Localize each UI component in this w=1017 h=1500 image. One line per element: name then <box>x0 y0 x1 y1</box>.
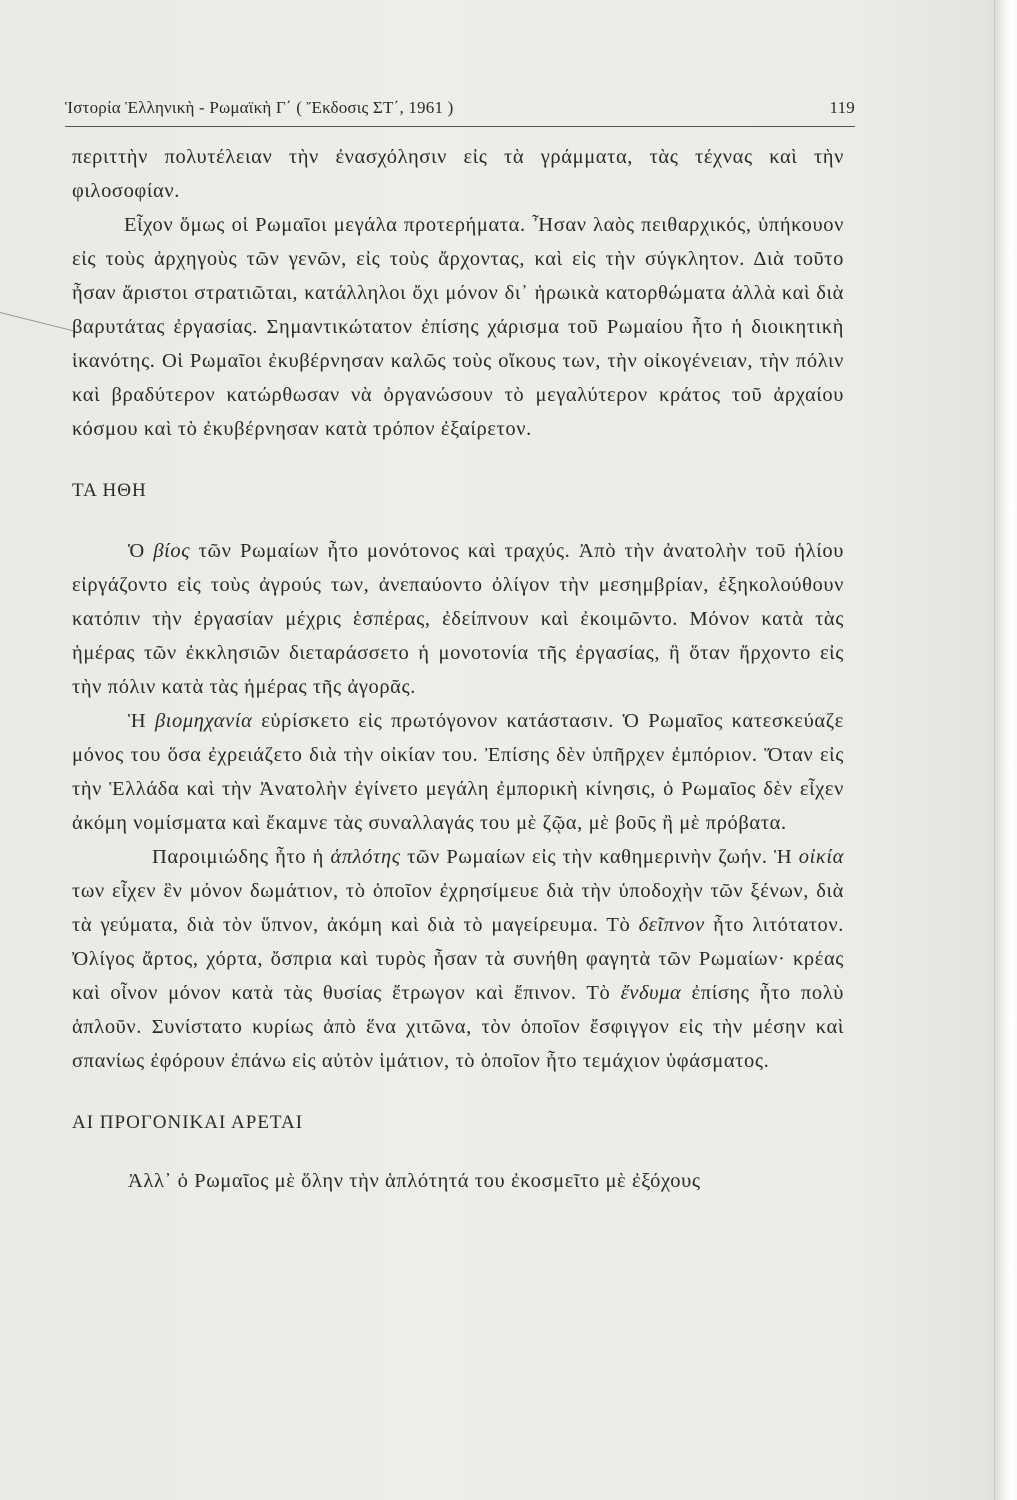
margin-pencil-mark <box>0 312 78 332</box>
p3-emphasis-bios: βίος <box>153 540 191 562</box>
paragraph-5 <box>72 840 844 1078</box>
header-title: Ἱστορία Ἑλληνικὴ - Ρωμαϊκὴ Γ΄ ( Ἔκδοσις ΣΤ΄, 1961 ) <box>65 98 454 117</box>
p4-emphasis-viomichania: βιομηχανία <box>154 710 253 732</box>
p5-text-d: ἦτο λιτότατον. Ὀλίγος ἄρτος, χόρτα, ὄσπρια καὶ τυρὸς ἦσαν τὰ συνήθη φαγητὰ τῶν Ρωμαίων· κρέας καὶ οἶνον μόνον κατὰ τὰς θυσίας ἔτρωγον καὶ ἔπινον. Τὸ <box>72 914 844 1004</box>
p5-text-e: ἐπίσης ἦτο πολὺ ἁπλοῦν. Συνίστατο κυρίως ἀπὸ ἕνα χιτῶνα, τὸν ὁποῖον ἔσφιγγον εἰς τὴν μέσην καὶ σπανίως ἐφόρουν ἐπάνω εἰς αὐτὸν ἱμάτιον, τὸ ὁποῖον ἦτο τεμάχιον ὑφάσματος. <box>72 982 844 1072</box>
p5-text-c: των εἶχεν ἓν μόνον δωμάτιον, τὸ ὁποῖον ἐχρησίμευε διὰ τὴν ὑποδοχὴν τῶν ξένων, διὰ τὰ γεύματα, διὰ τὸν ὕπνον, ἀκόμη καὶ διὰ τὸ μαγείρευμα. Τὸ <box>72 880 844 936</box>
running-header <box>65 92 855 127</box>
p4-text-b: εὑρίσκετο εἰς πρωτόγονον κατάστασιν. Ὁ Ρωμαῖος κατεσκεύαζε μόνος του ὅσα ἐχρειάζετο διὰ τὴν οἰκίαν του. Ἐπίσης δὲν ὑπῆρχεν ἐμπόριον. Ὅταν εἰς τὴν Ἑλλάδα καὶ τὴν Ἀνατολὴν ἐγίνετο μεγάλη ἐμπορικὴ κίνησις, ὁ Ρωμαῖος δὲν εἶχεν ἀκόμη νομίσματα καὶ ἔκαμνε τὰς συναλλαγάς του μὲ ζῷα, μὲ βοῦς ἢ μὲ πρόβατα. <box>72 710 844 834</box>
paragraph-3 <box>72 534 844 704</box>
p5-emphasis-deipnon: δεῖπνον <box>638 914 705 936</box>
p4-text-a: Ἡ <box>128 710 155 732</box>
paragraph-4 <box>72 704 844 840</box>
page-edge <box>994 0 1017 1500</box>
p5-text-a: Παροιμιώδης ἦτο ἡ <box>152 846 331 868</box>
page-number: 119 <box>829 98 855 117</box>
paragraph-6: Ἀλλ᾿ ὁ Ρωμαῖος μὲ ὅλην τὴν ἁπλότητά του ἐκοσμεῖτο μὲ ἐξόχους <box>128 1170 701 1192</box>
p5-emphasis-endyma: ἔνδυμα <box>620 982 682 1004</box>
p3-text-a: Ὁ <box>128 540 154 562</box>
section-heading-progonikai-aretai: ΑΙ ΠΡΟΓΟΝΙΚΑΙ ΑΡΕΤΑΙ <box>72 1112 304 1133</box>
p3-text-b: τῶν Ρωμαίων ἦτο μονότονος καὶ τραχύς. Ἀπὸ τὴν ἀνατολὴν τοῦ ἡλίου εἰργάζοντο εἰς τοὺς ἀγρούς των, ἀνεπαύοντο ὀλίγον τὴν μεσημβρίαν, ἐξηκολούθουν κατόπιν τὴν ἐργασίαν μέχρις ἑσπέρας, ἐδείπνουν καὶ ἐκοιμῶντο. Μόνον κατὰ τὰς ἡμέρας τῶν ἐκκλησιῶν διεταράσσετο ἡ μονοτονία τῆς ἐργασίας, ἢ ὅταν ἤρχοντο εἰς τὴν πόλιν κατὰ τὰς ἡμέρας τῆς ἀγορᾶς. <box>72 540 844 698</box>
paragraph-1: περιττὴν πολυτέλειαν τὴν ἐνασχόλησιν εἰς τὰ γράμματα, τὰς τέχνας καὶ τὴν φιλοσοφίαν. <box>72 146 844 202</box>
p5-emphasis-oikia: οἰκία <box>798 846 844 868</box>
p5-text-b: τῶν Ρωμαίων εἰς τὴν καθημερινὴν ζωήν. Ἡ <box>400 846 799 868</box>
body-text <box>72 140 844 1198</box>
section-heading-ta-ithi: ΤΑ ΗΘΗ <box>72 480 147 501</box>
p5-emphasis-aplotis: ἁπλότης <box>330 846 401 868</box>
paragraph-2: Εἶχον ὅμως οἱ Ρωμαῖοι μεγάλα προτερήματα. Ἦσαν λαὸς πειθαρχικός, ὑπήκουον εἰς τοὺς ἀρχηγοὺς τῶν γενῶν, εἰς τοὺς ἄρχοντας, καὶ εἰς τὴν σύγκλητον. Διὰ τοῦτο ἦσαν ἄριστοι στρατιῶται, κατάλληλοι ὄχι μόνον δι᾿ ἡρωικὰ κατορθώματα ἀλλὰ καὶ διὰ βαρυτάτας ἐργασίας. Σημαντικώτατον ἐπίσης χάρισμα τοῦ Ρωμαίου ἦτο ἡ διοικητικὴ ἱκανότης. Οἱ Ρωμαῖοι ἐκυβέρνησαν καλῶς τοὺς οἴκους των, τὴν οἰκογένειαν, τὴν πόλιν καὶ βραδύτερον κατώρθωσαν νὰ ὀργανώσουν τὸ μεγαλύτερον κράτος τοῦ ἀρχαίου κόσμου καὶ τὸ ἐκυβέρνησαν κατὰ τρόπον ἐξαίρετον. <box>72 214 844 440</box>
